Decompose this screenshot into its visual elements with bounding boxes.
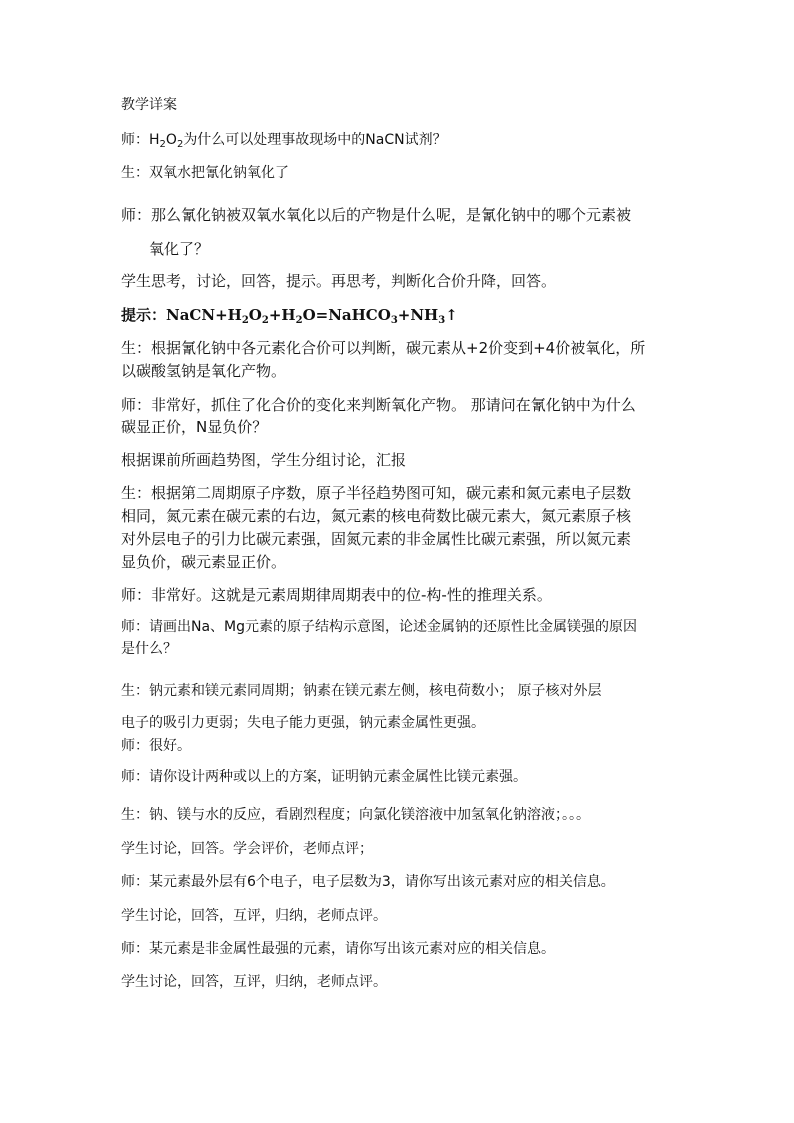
- student-activity-line: 学生思考，讨论，回答，提示。再思考，判断化合价升降，回答。: [121, 272, 557, 290]
- paragraph-line: 显负价，碳元素显正价。: [121, 553, 287, 571]
- hint-equation: [121, 306, 458, 324]
- paragraph-line: 师：某元素最外层有6个电子，电子层数为3，请你写出该元素对应的相关信息。: [121, 874, 615, 890]
- paragraph-line: 学生讨论，回答，互评，归纳，老师点评。: [121, 908, 387, 924]
- text-fragment: 为什么可以处理事故现场中的NaCN试剂？: [183, 132, 447, 148]
- text-fragment: +NH: [397, 306, 439, 324]
- paragraph-line: 相同，氮元素在碳元素的右边，氮元素的核电荷数比碳元素大，氮元素原子核: [121, 507, 632, 525]
- teacher-question-continuation: 氧化了？: [149, 240, 210, 258]
- document-title: 教学详案: [121, 97, 177, 113]
- paragraph-line: 根据课前所画趋势图，学生分组讨论，汇报: [121, 451, 407, 469]
- paragraph-line: 生：钠、镁与水的反应，看剧烈程度；向氯化镁溶液中加氢氧化钠溶液；。。。: [121, 807, 590, 823]
- subscript: 3: [390, 315, 398, 326]
- paragraph-line: 电子的吸引力更弱；失电子能力更强，钠元素金属性更强。: [121, 715, 485, 731]
- subscript: 2: [176, 139, 184, 150]
- paragraph-line: 生：根据氰化钠中各元素化合价可以判断，碳元素从+2价变到+4价被氧化，所: [121, 339, 646, 357]
- paragraph-line: 师：很好。: [121, 738, 191, 754]
- subscript: 2: [261, 315, 269, 326]
- paragraph-line: 以碳酸氢钠是氧化产物。: [121, 362, 287, 380]
- student-answer-line: 生：双氧水把氰化钠氧化了: [121, 165, 289, 181]
- subscript: 2: [241, 315, 249, 326]
- paragraph-line: 生：根据第二周期原子序数，原子半径趋势图可知，碳元素和氮元素电子层数: [121, 484, 632, 502]
- paragraph-line: 师：某元素是非金属性最强的元素，请你写出该元素对应的相关信息。: [121, 941, 555, 957]
- text-fragment: 提示：NaCN+H: [121, 306, 242, 324]
- subscript: 2: [295, 315, 303, 326]
- text-fragment: 师：H: [121, 132, 160, 148]
- text-fragment: O=NaHCO: [302, 306, 391, 324]
- paragraph-line: 师：请你设计两种或以上的方案，证明钠元素金属性比镁元素强。: [121, 769, 527, 785]
- paragraph-line: 学生讨论，回答。学会评价，老师点评；: [121, 841, 373, 857]
- text-fragment: +H: [268, 306, 296, 324]
- teacher-question-h2o2: [121, 131, 447, 149]
- paragraph-line: 师：非常好。这就是元素周期律周期表中的位-构-性的推理关系。: [121, 586, 552, 604]
- subscript: 2: [159, 139, 166, 150]
- paragraph-line: 学生讨论，回答，互评，归纳，老师点评。: [121, 974, 387, 990]
- teacher-question-line: 师：那么氰化钠被双氧水氧化以后的产物是什么呢，是氰化钠中的哪个元素被: [121, 206, 632, 224]
- paragraph-line: 碳显正价，N显负价？: [121, 418, 268, 436]
- paragraph-line: 是什么？: [121, 641, 177, 657]
- paragraph-line: 师：请画出Na、Mg元素的原子结构示意图，论述金属钠的还原性比金属镁强的原因: [121, 619, 638, 635]
- text-fragment: O: [248, 306, 262, 324]
- subscript: 3: [438, 315, 446, 326]
- paragraph-line: 生：钠元素和镁元素同周期；钠素在镁元素左侧，核电荷数小； 原子核对外层: [121, 683, 602, 699]
- paragraph-line: 师：非常好，抓住了化合价的变化来判断氧化产物。 那请问在氰化钠中为什么: [121, 396, 636, 414]
- arrow-up-glyph: ↑: [445, 306, 458, 324]
- text-fragment: O: [165, 132, 177, 148]
- paragraph-line: 对外层电子的引力比碳元素强，固氮元素的非金属性比碳元素强，所以氮元素: [121, 530, 632, 548]
